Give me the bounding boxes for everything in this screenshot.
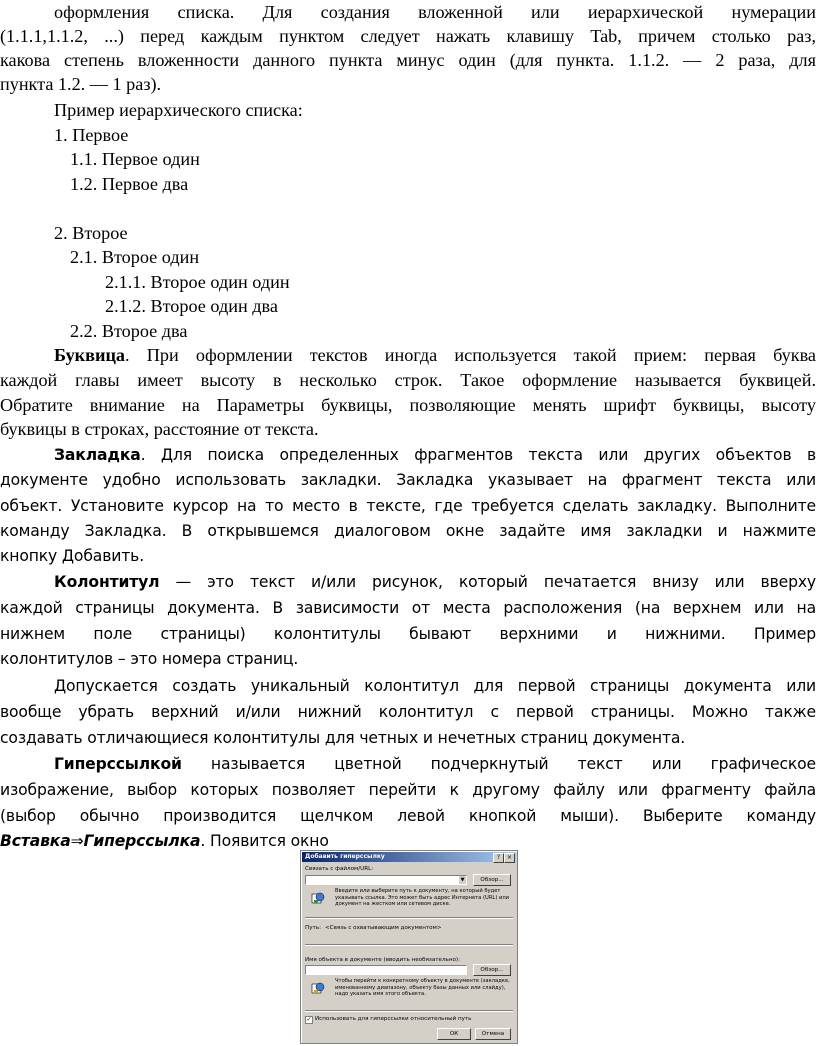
kolontitul-line-1 <box>0 570 816 594</box>
list-item: 1.1. Первое один <box>70 149 200 169</box>
zakladka-line-3: объект. Установите курсор на то место в тексте, где требуется сделать закладку. Выполните <box>0 497 816 515</box>
object-label: Имя объекта в документе (вводить необязательно): <box>305 957 460 963</box>
list-item: 1. Первое <box>54 125 129 145</box>
dialog-title: Добавить гиперссылку <box>302 852 516 862</box>
path-value: <Связь с охватывающим документом> <box>325 925 442 931</box>
zakladka-line-2: документе удобно использовать закладки. Закладка указывает на фрагмент текста или <box>0 471 816 489</box>
document-link-icon <box>311 981 325 995</box>
list-item: 2.1. Второе один <box>70 247 200 267</box>
url-hint: Введите или выберите путь к документу, на который будет указывать ссылка. Это может быть адрес Интернета (URL) или документ на жестком или сетевом диске. <box>335 888 510 907</box>
globe-link-icon <box>311 891 325 905</box>
relative-path-label: Использовать для гиперссылки относительный путь <box>315 1016 472 1022</box>
bukvitsa-line-1-text: . При оформлении текстов иногда используется такой прием: первая буква <box>125 345 816 365</box>
example-heading: Пример иерархического списка: <box>54 100 303 120</box>
object-hint: Чтобы перейти к конкретному объекту в документе (закладке, именованному диапазону, объекту базы данных или слайду), надо указать имя этого объекта. <box>335 978 510 997</box>
intro-line-1: оформления списка. Для создания вложенной или иерархической нумерации <box>54 2 816 22</box>
list-item: 2.1.1. Второе один один <box>105 272 290 292</box>
unique-line-3: создавать отличающиеся колонтитулы для четных и нечетных страниц документа. <box>0 729 686 747</box>
browse-file-button[interactable]: Обзор... <box>473 874 511 886</box>
kolontitul-line-2: каждой страницы документа. В зависимости от места расположения (на верхнем или на <box>0 599 816 617</box>
intro-line-2: (1.1.1,1.1.2, ...) перед каждым пунктом следует нажать клавишу Tab, причем столько раз, <box>0 26 816 46</box>
relative-path-checkbox[interactable]: ✓ <box>306 1016 312 1023</box>
zakladka-line-1 <box>0 443 816 467</box>
insert-hyperlink-dialog <box>300 850 518 1044</box>
list-item: 2.2. Второе два <box>70 321 188 341</box>
zakladka-term: Закладка <box>54 446 141 464</box>
hyperlink-line-4 <box>0 829 329 853</box>
separator <box>305 1010 513 1012</box>
chevron-down-icon[interactable]: ▼ <box>460 877 465 883</box>
menu-insert: Вставка <box>0 832 71 850</box>
list-item: 2. Второе <box>54 223 128 243</box>
list-item: 1.2. Первое два <box>70 174 189 194</box>
intro-line-3: какова степень вложенности данного пункта минус один (для пункта. 1.1.2. — 2 раза, для <box>0 50 816 70</box>
browse-object-button[interactable]: Обзор... <box>473 964 511 976</box>
url-input[interactable] <box>305 875 467 885</box>
path-label: Путь: <box>305 925 321 931</box>
hyperlink-term: Гиперссылкой <box>54 755 182 773</box>
kolontitul-line-1-text: — это текст и/или рисунок, который печатается внизу или вверху <box>159 573 816 591</box>
ok-button[interactable]: ОК <box>437 1028 471 1040</box>
bukvitsa-term: Буквица <box>54 345 126 365</box>
bukvitsa-line-3: Обратите внимание на Параметры буквицы, позволяющие менять шрифт буквицы, высоту <box>0 395 816 415</box>
bukvitsa-line-4: буквицы в строках, расстояние от текста. <box>0 419 319 439</box>
kolontitul-term: Колонтитул <box>54 573 160 591</box>
question-icon[interactable]: ? <box>493 853 504 863</box>
menu-hyperlink: Гиперссылка <box>83 832 201 850</box>
bukvitsa-line-1 <box>0 343 816 367</box>
hyperlink-line-2: изображение, выбор которых позволяет перейти к другому файлу или фрагменту файла <box>0 781 816 799</box>
unique-line-1: Допускается создать уникальный колонтитул для первой страницы документа или <box>54 677 816 695</box>
unique-line-2: вообще убрать верхний и/или нижний колонтитул с первой страницы. Можно также <box>0 703 816 721</box>
arrow-icon: ⇒ <box>70 832 84 850</box>
object-name-input[interactable] <box>305 965 467 975</box>
cancel-button[interactable]: Отмена <box>475 1028 511 1040</box>
intro-line-4: пункта 1.2. — 1 раз). <box>0 74 162 94</box>
link-label: Связать с файлом/URL: <box>305 866 374 872</box>
zakladka-line-5: кнопку Добавить. <box>0 547 145 565</box>
zakladka-line-4: команду Закладка. В открывшемся диалоговом окне задайте имя закладки и нажмите <box>0 522 816 540</box>
hyperlink-line-3: (выбор обычно производится щелчком левой кнопкой мыши). Выберите команду <box>0 807 816 825</box>
kolontitul-line-4: колонтитулов – это номера страниц. <box>0 650 299 668</box>
close-icon[interactable]: × <box>504 853 515 863</box>
bukvitsa-line-2: каждой главы имеет высоту в несколько строк. Такое оформление называется буквицей. <box>0 370 816 390</box>
list-item: 2.1.2. Второе один два <box>105 296 278 316</box>
zakladka-line-1-text: . Для поиска определенных фрагментов текста или других объектов в <box>140 446 816 464</box>
hyperlink-line-1 <box>0 752 816 776</box>
hyperlink-line-4-text: . Появится окно <box>200 832 329 850</box>
hyperlink-line-1-text: называется цветной подчеркнутый текст или графическое <box>181 755 816 773</box>
kolontitul-line-3: нижнем поле страницы) колонтитулы бывают верхними и нижними. Пример <box>0 625 816 643</box>
separator <box>305 917 513 919</box>
separator <box>305 944 513 946</box>
